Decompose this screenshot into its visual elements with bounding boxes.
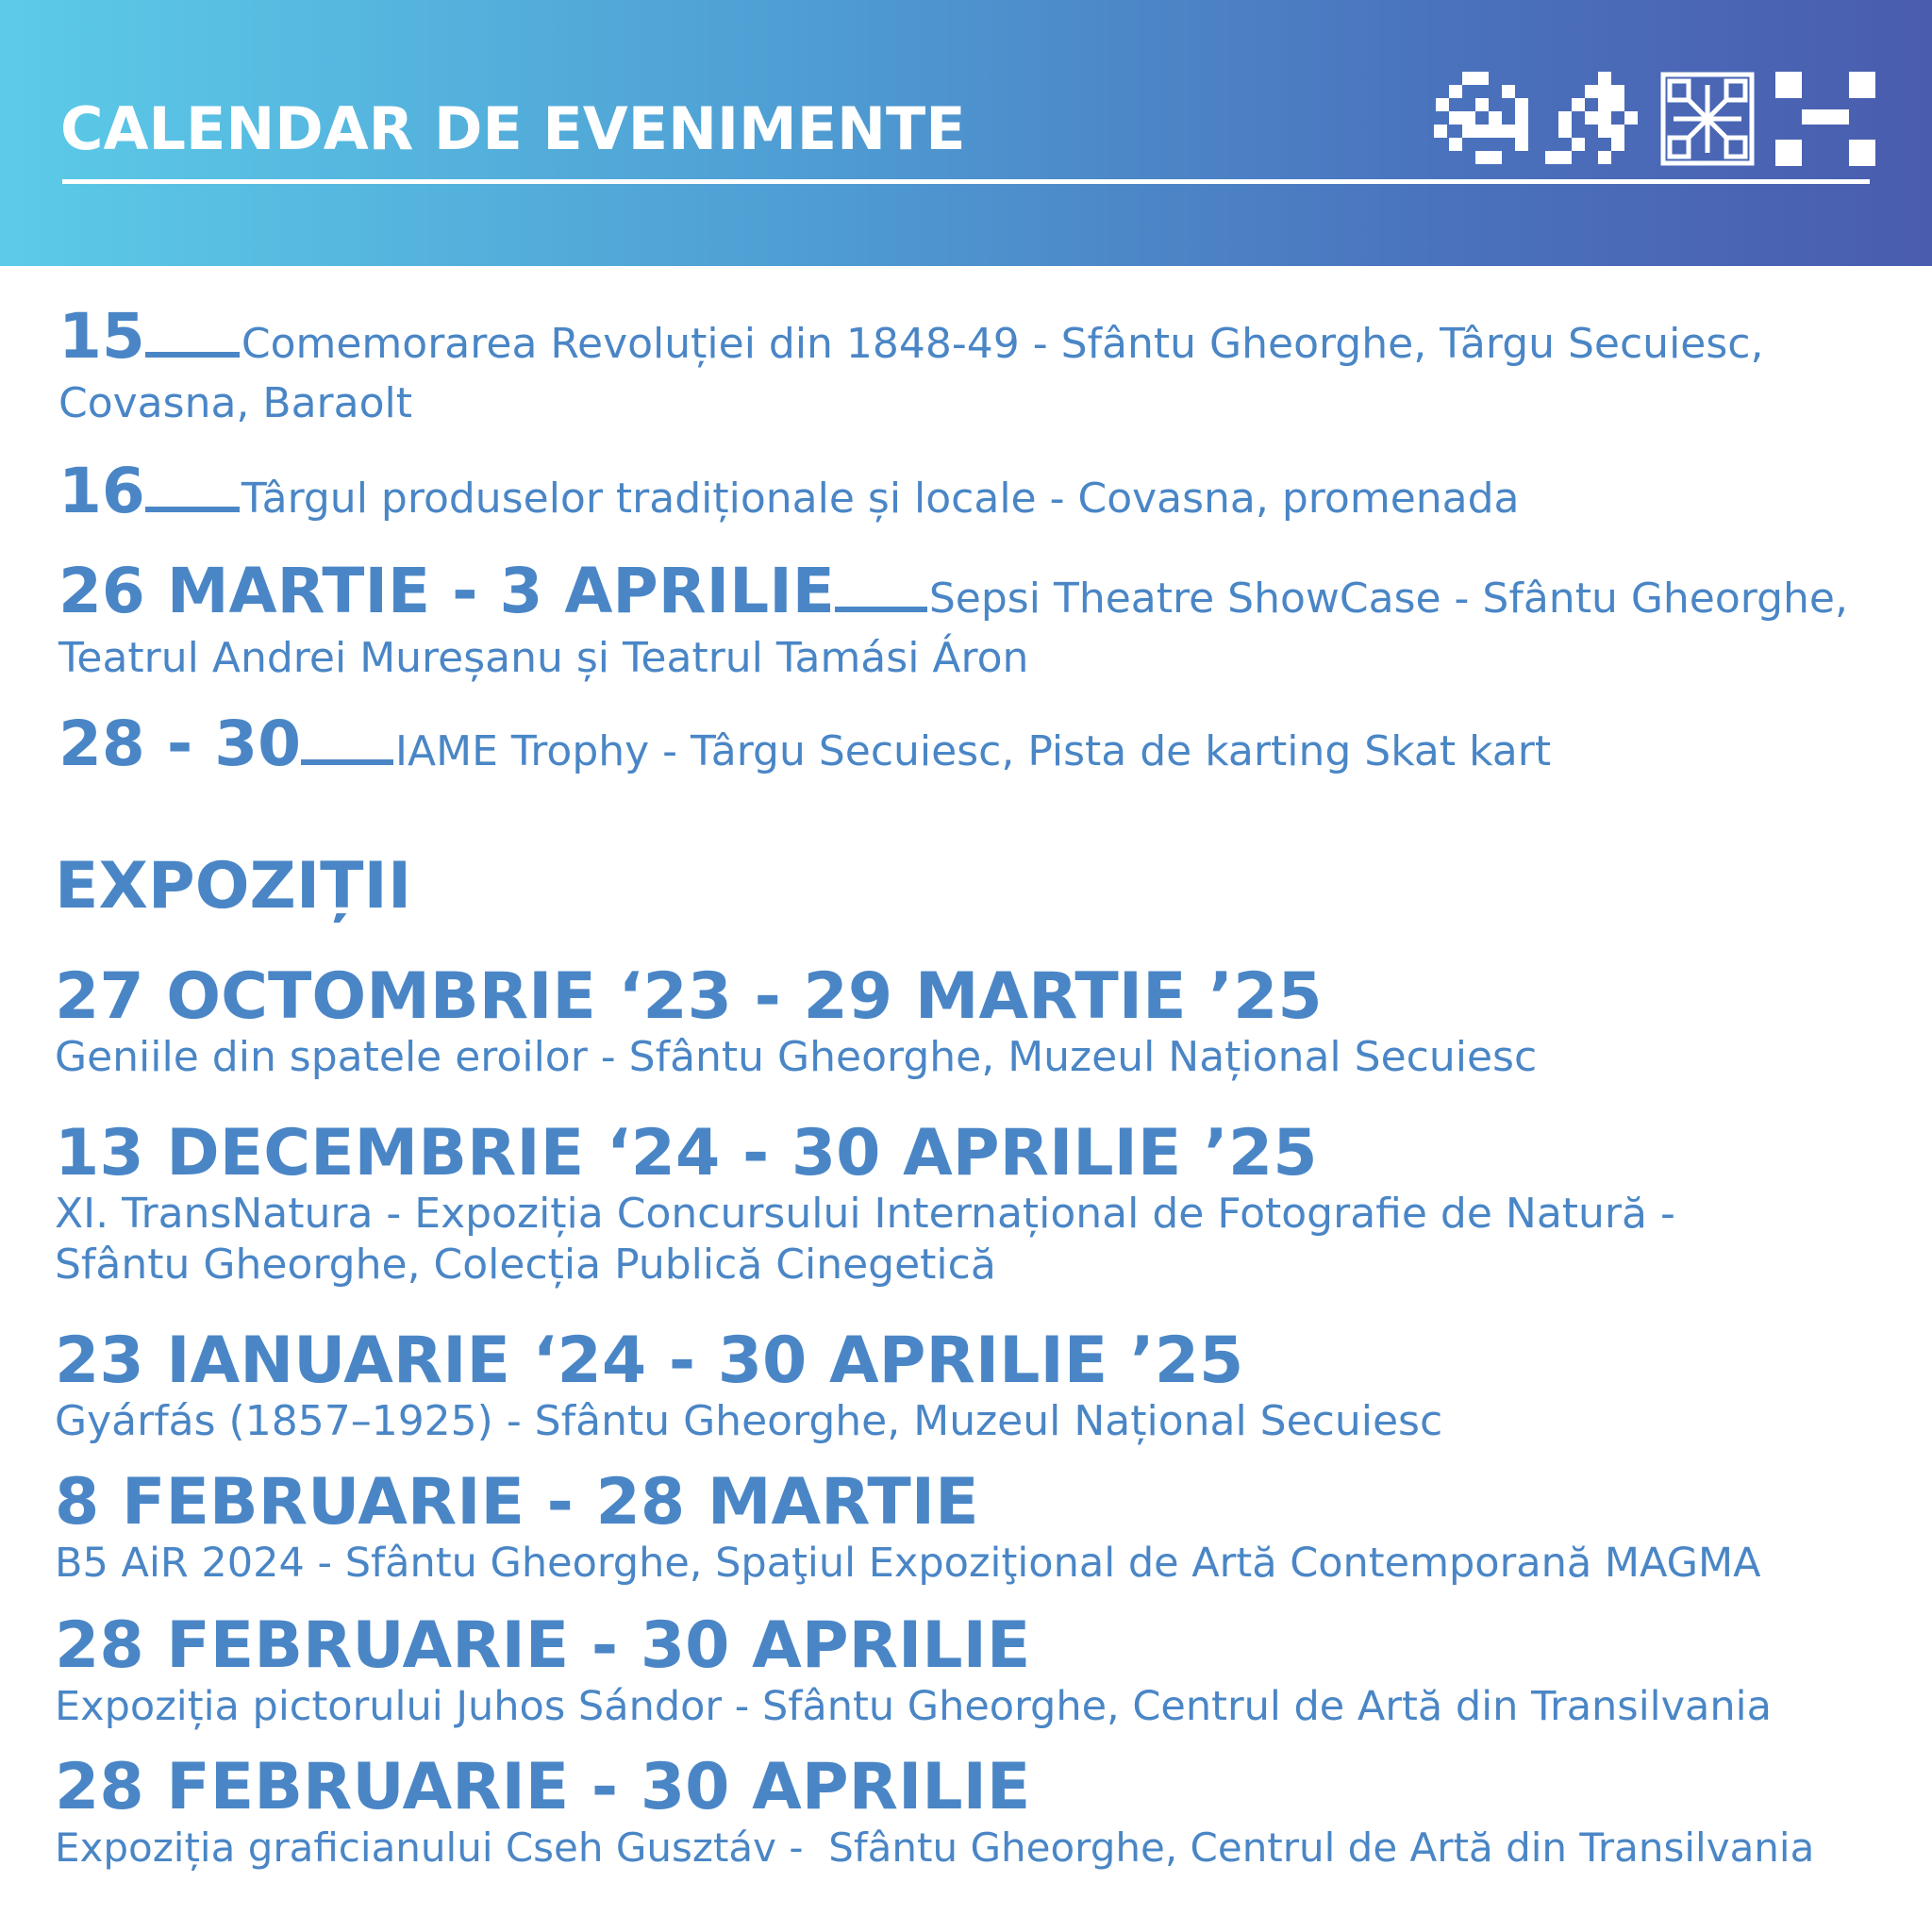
event-item — [58, 555, 1907, 692]
exhibition-date: 13 DECEMBRIE ‘24 - 30 APRILIE ’25 — [55, 1116, 1318, 1191]
exhibition-description: B5 AiR 2024 - Sfântu Gheorghe, Spaţiul Expoziţional de Artă Contemporană MAGMA — [55, 1540, 1761, 1587]
exhibition-item — [55, 1116, 1923, 1291]
exhibition-date: 28 FEBRUARIE - 30 APRILIE — [55, 1608, 1031, 1683]
folk-geometric-motif-icon — [1775, 72, 1875, 166]
exhibition-item — [55, 1326, 1923, 1447]
exhibition-date: 28 FEBRUARIE - 30 APRILIE — [55, 1750, 1031, 1824]
date-underline — [145, 507, 240, 512]
event-item — [58, 708, 1907, 786]
date-underline — [145, 352, 240, 358]
exhibition-item — [55, 1750, 1923, 1874]
event-date: 26 MARTIE - 3 APRILIE — [58, 555, 835, 627]
exhibition-date: 8 FEBRUARIE - 28 MARTIE — [55, 1465, 979, 1540]
event-date: 15 — [58, 300, 145, 373]
folk-bird-motif-icon — [1434, 72, 1528, 164]
exhibition-item — [55, 1465, 1923, 1589]
event-description: IAME Trophy - Târgu Secuiesc, Pista de karting Skat kart — [395, 727, 1552, 775]
folk-rooster-motif-icon — [1545, 72, 1638, 164]
date-underline — [835, 607, 927, 612]
section-title-exhibitions: EXPOZIȚII — [55, 849, 412, 924]
date-underline — [301, 759, 393, 765]
event-description: Sepsi Theatre ShowCase - Sfântu Gheorghe, Teatrul Andrei Mureșanu și Teatrul Tamási Áron — [58, 575, 1848, 682]
exhibition-item — [55, 959, 1923, 1083]
page-title: CALENDAR DE EVENIMENTE — [60, 94, 966, 163]
event-description: Târgul produselor tradiționale și locale - Covasna, promenada — [241, 475, 1520, 523]
folk-star-tile-icon — [1663, 75, 1752, 163]
event-description: Comemorarea Revoluției din 1848-49 - Sfântu Gheorghe, Târgu Secuiesc, Covasna, Baraolt — [58, 320, 1764, 427]
exhibition-description: Expoziția graficianului Cseh Gusztáv - Sfântu Gheorghe, Centrul de Artă din Transilvania — [55, 1824, 1815, 1871]
event-date: 28 - 30 — [58, 708, 302, 780]
exhibition-date: 27 OCTOMBRIE ‘23 - 29 MARTIE ’25 — [55, 959, 1323, 1034]
exhibition-description: Expoziția pictorului Juhos Sándor - Sfântu Gheorghe, Centrul de Artă din Transilvania — [55, 1683, 1772, 1730]
event-item — [58, 300, 1907, 438]
event-date: 16 — [58, 455, 145, 527]
folk-motifs — [1434, 72, 1877, 166]
header-divider — [62, 179, 1870, 184]
exhibition-description: Gyárfás (1857–1925) - Sfântu Gheorghe, Muzeul Național Secuiesc — [55, 1397, 1443, 1445]
header-banner — [0, 0, 1932, 266]
event-item — [58, 455, 1907, 533]
exhibition-item — [55, 1608, 1923, 1732]
exhibition-date: 23 IANUARIE ‘24 - 30 APRILIE ’25 — [55, 1324, 1244, 1398]
exhibition-description: XI. TransNatura - Expoziția Concursului Internațional de Fotografie de Natură - Sfântu Gheorghe, Colecția Publică Cinegetică — [55, 1190, 1675, 1289]
exhibition-description: Geniile din spatele eroilor - Sfântu Gheorghe, Muzeul Național Secuiesc — [55, 1033, 1538, 1081]
